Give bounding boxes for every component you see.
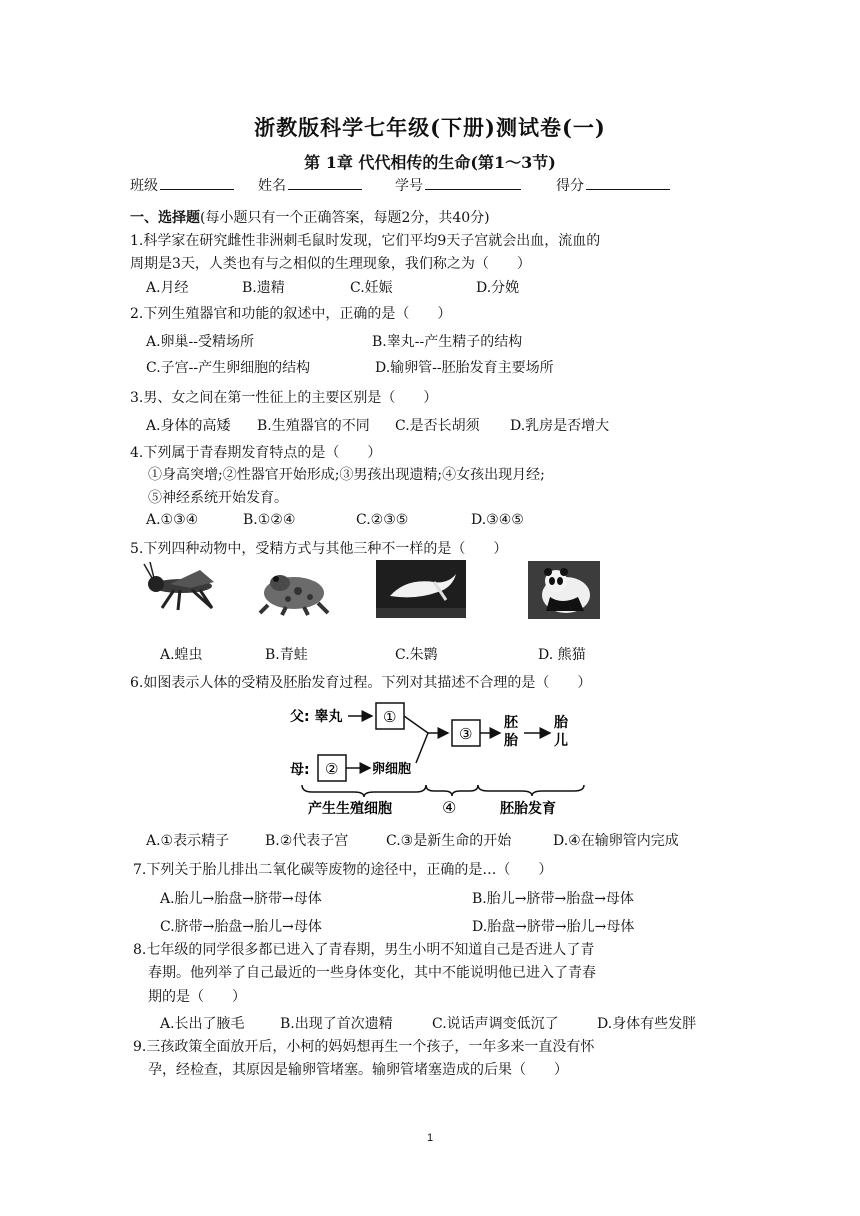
diagram-embryo-char1: 胚 (504, 715, 518, 731)
q2-option-a: A.卵巢--受精场所 (146, 334, 255, 350)
frog-image (258, 565, 330, 617)
q6-option-a: A.①表示精子 (146, 833, 230, 849)
q6-option-c: C.③是新生命的开始 (386, 833, 512, 849)
section-label: 一、选择题 (130, 210, 200, 226)
q4-statements-line1: ①身高突增;②性器官开始形成;③男孩出现遗精;④女孩出现月经; (148, 467, 545, 483)
q1-option-c: C.妊娠 (350, 280, 393, 296)
diagram-fetus-char2: 儿 (554, 733, 568, 749)
q4-option-d: D.③④⑤ (471, 512, 524, 528)
panda-image (528, 561, 600, 619)
brace-stage-4 (426, 785, 478, 796)
class-label: 班级 (130, 178, 158, 194)
grasshopper-image (140, 562, 220, 614)
q1-stem-line1: 1.科学家在研究雌性非洲刺毛鼠时发现，它们平均9天子宫就会出血，流血的 (130, 233, 601, 249)
diagram-egg-label: 卵细胞 (372, 762, 412, 777)
number-blank (425, 175, 521, 190)
q3-option-d: D.乳房是否增大 (510, 418, 610, 434)
q8-stem-line1: 8.七年级的同学很多都已进入了青春期，男生小明不知道自己是否进人了青 (133, 942, 595, 958)
diagram-stage-germ-cells: 产生生殖细胞 (308, 801, 392, 817)
q3-option-c: C.是否长胡须 (395, 418, 480, 434)
q7-stem: 7.下列关于胎儿排出二氧化碳等废物的途径中，正确的是…（ ） (133, 862, 553, 878)
q8-option-d: D.身体有些发胖 (597, 1016, 697, 1032)
number-label: 学号 (395, 178, 423, 194)
q5-option-d: D. 熊猫 (538, 647, 586, 663)
q9-stem-line2: 孕，经检查，其原因是输卵管堵塞。输卵管堵塞造成的后果（ ） (148, 1062, 568, 1078)
q2-option-c: C.子宫--产生卵细胞的结构 (146, 360, 311, 376)
class-blank (160, 175, 234, 190)
q7-option-b: B.胎儿→脐带→胎盘→母体 (472, 891, 634, 907)
q4-option-c: C.②③⑤ (356, 512, 409, 528)
q2-option-b: B.睾丸--产生精子的结构 (372, 334, 523, 350)
line-egg-to-junction (416, 733, 428, 763)
q1-stem-line2: 周期是3天，人类也有与之相似的生理现象，我们称之为（ ） (130, 256, 531, 272)
brace-embryo-development (478, 785, 584, 796)
q2-option-d: D.输卵管--胚胎发育主要场所 (375, 360, 554, 376)
q4-option-a: A.①③④ (146, 512, 199, 528)
diagram-box-1-label: ① (383, 708, 397, 726)
section-header (130, 207, 490, 227)
q4-option-b: B.①②④ (243, 512, 296, 528)
q5-option-b: B.青蛙 (265, 647, 308, 663)
q1-option-a: A.月经 (146, 280, 189, 296)
page-number: 1 (426, 1132, 434, 1144)
name-blank (288, 175, 362, 190)
score-field (556, 175, 670, 195)
diagram-box-2-label: ② (325, 760, 339, 778)
q7-option-d: D.胎盘→脐带→胎儿→母体 (472, 919, 635, 935)
crested-ibis-image (376, 560, 466, 618)
q5-option-a: A.蝗虫 (160, 647, 203, 663)
q8-option-b: B.出现了首次遗精 (280, 1016, 393, 1032)
q6-option-b: B.②代表子宫 (265, 833, 349, 849)
fertilization-diagram (288, 695, 598, 820)
q9-stem-line1: 9.三孩政策全面放开后，小柯的妈妈想再生一个孩子，一年多来一直没有怀 (133, 1039, 595, 1055)
diagram-stage-embryo-development: 胚胎发育 (500, 801, 556, 817)
name-label: 姓名 (258, 178, 286, 194)
score-blank (586, 175, 670, 190)
q7-option-a: A.胎儿→胎盘→脐带→母体 (160, 891, 322, 907)
q4-statements-line2: ⑤神经系统开始发育。 (148, 490, 288, 506)
diagram-mother-label: 母: (290, 762, 310, 778)
q7-option-c: C.脐带→胎盘→胎儿→母体 (160, 919, 322, 935)
diagram-embryo-char2: 胎 (504, 733, 518, 749)
q1-option-b: B.遗精 (242, 280, 285, 296)
q5-option-c: C.朱鹮 (395, 647, 438, 663)
q8-stem-line3: 期的是（ ） (148, 989, 246, 1005)
q3-option-a: A.身体的高矮 (146, 418, 231, 434)
q8-option-a: A.长出了腋毛 (160, 1016, 245, 1032)
brace-germ-cells (302, 785, 426, 797)
q8-option-c: C.说话声调变低沉了 (432, 1016, 559, 1032)
number-field (395, 175, 521, 195)
diagram-father-label: 父: 睾丸 (290, 709, 343, 725)
q1-option-d: D.分娩 (476, 280, 520, 296)
diagram-fetus-char1: 胎 (554, 715, 568, 731)
section-note: (每小题只有一个正确答案，每题2分，共40分) (200, 210, 490, 226)
diagram-box-3-label: ③ (459, 725, 473, 743)
q6-stem: 6.如图表示人体的受精及胚胎发育过程。下列对其描述不合理的是（ ） (130, 675, 592, 691)
name-field (258, 175, 362, 195)
page-subtitle: 第 1章 代代相传的生命(第1～3节) (304, 153, 556, 172)
q5-stem: 5.下列四种动物中，受精方式与其他三种不一样的是（ ） (130, 541, 508, 557)
class-field (130, 175, 234, 195)
page-title: 浙教版科学七年级(下册)测试卷(一) (254, 115, 606, 140)
q6-option-d: D.④在输卵管内完成 (553, 833, 679, 849)
q4-stem: 4.下列属于青春期发育特点的是（ ） (130, 445, 382, 461)
q8-stem-line2: 春期。他列举了自己最近的一些身体变化，其中不能说明他已进入了青春 (148, 965, 596, 981)
q3-option-b: B.生殖器官的不同 (257, 418, 370, 434)
line-box1-to-junction (404, 716, 428, 733)
score-label: 得分 (556, 178, 584, 194)
q2-stem: 2.下列生殖器官和功能的叙述中，正确的是（ ） (130, 306, 452, 322)
q3-stem: 3.男、女之间在第一性征上的主要区别是（ ） (130, 390, 438, 406)
diagram-stage-4: ④ (442, 798, 457, 817)
